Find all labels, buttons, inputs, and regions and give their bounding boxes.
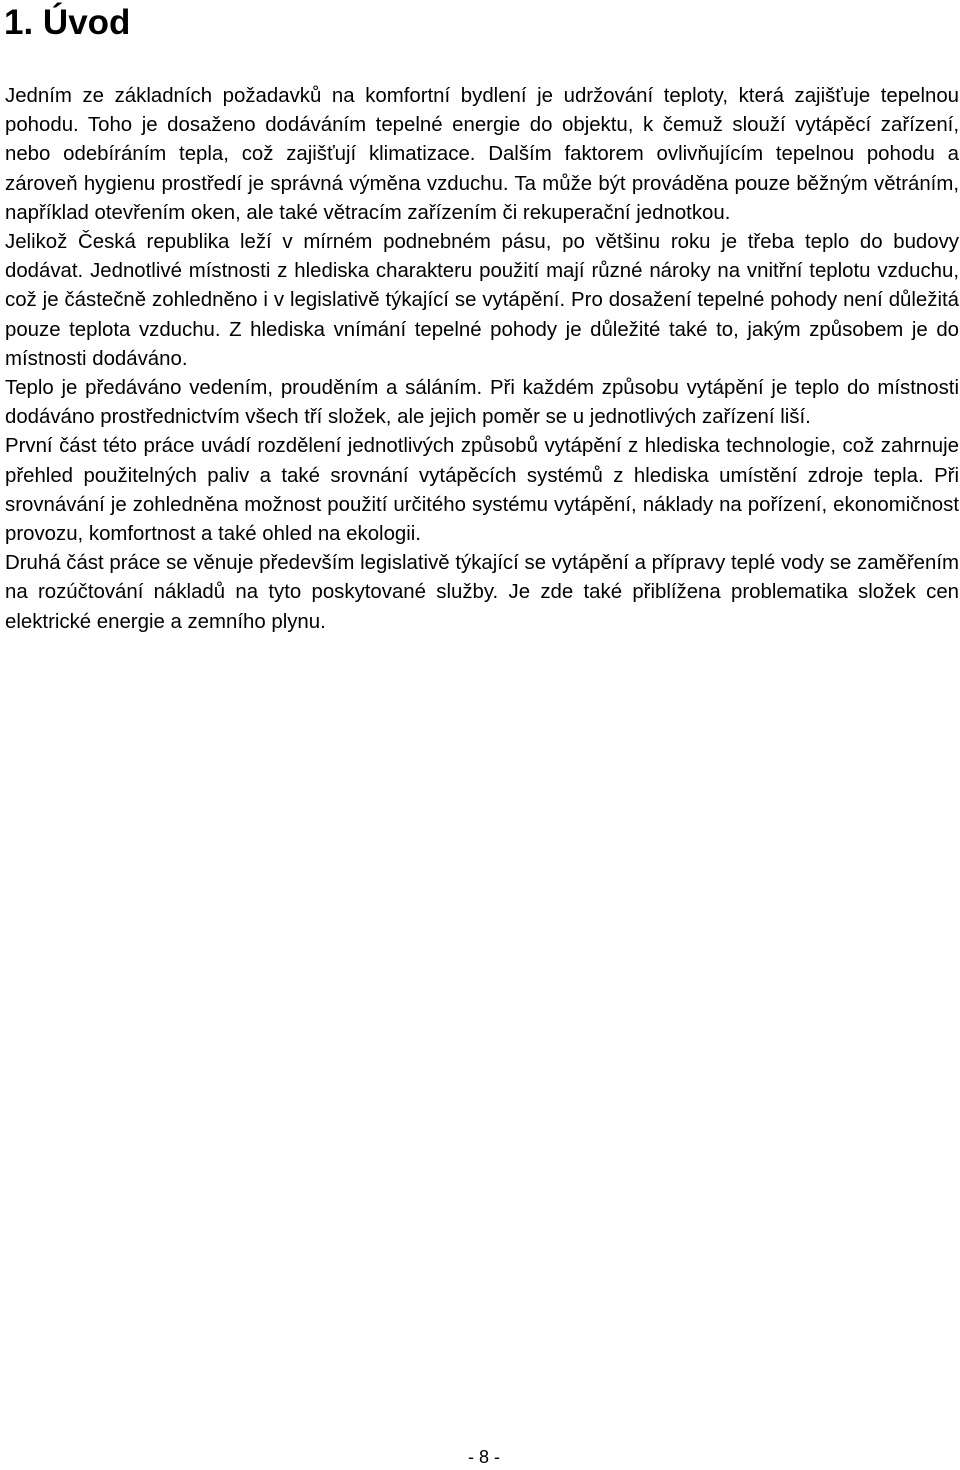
paragraph-5: Druhá část práce se věnuje především legislativě týkající se vytápění a přípravy teplé vody se zaměřením na rozúčtování nákladů na tyto poskytované služby. Je zde také přiblížena problematika složek cen elektrické energie a zemního plynu. <box>5 552 959 633</box>
paragraph-3: Teplo je předáváno vedením, prouděním a sáláním. Při každém způsobu vytápění je teplo do místnosti dodáváno prostřednictvím všech tří složek, ale jejich poměr se u jednotlivých zařízení liší. <box>5 377 959 429</box>
paragraph-2: Jelikož Česká republika leží v mírném podnebném pásu, po většinu roku je třeba teplo do budovy dodávat. Jednotlivé místnosti z hlediska charakteru použití mají různé nároky na vnitřní teplotu vzduchu, což je částečně zohledněno i v legislativě týkající se vytápění. Pro dosažení tepelné pohody není důležitá pouze teplota vzduchu. Z hlediska vnímání tepelné pohody je důležité také to, jakým způsobem je do místnosti dodáváno. <box>5 231 959 370</box>
section-heading: 1. Úvod <box>4 3 131 42</box>
page-number-container <box>0 1446 960 1468</box>
paragraph-1: Jedním ze základních požadavků na komfortní bydlení je udržování teploty, která zajišťuje tepelnou pohodu. Toho je dosaženo dodáváním tepelné energie do objektu, k čemuž slouží vytápěcí zařízení, nebo odebíráním tepla, což zajišťují klimatizace. Dalším faktorem ovlivňujícím tepelnou pohodu a zároveň hygienu prostředí je správná výměna vzduchu. Ta může být prováděna pouze běžným větráním, například otevřením oken, ale také větracím zařízením či rekuperační jednotkou. <box>5 85 959 224</box>
body-text <box>5 82 959 637</box>
page-number: - 8 - <box>467 1447 500 1467</box>
paragraph-4: První část této práce uvádí rozdělení jednotlivých způsobů vytápění z hlediska technologie, což zahrnuje přehled použitelných paliv a také srovnání vytápěcích systémů z hlediska umístění zdroje tepla. Při srovnávání je zohledněna možnost použití určitého systému vytápění, náklady na pořízení, ekonomičnost provozu, komfortnost a také ohled na ekologii. <box>5 435 959 546</box>
